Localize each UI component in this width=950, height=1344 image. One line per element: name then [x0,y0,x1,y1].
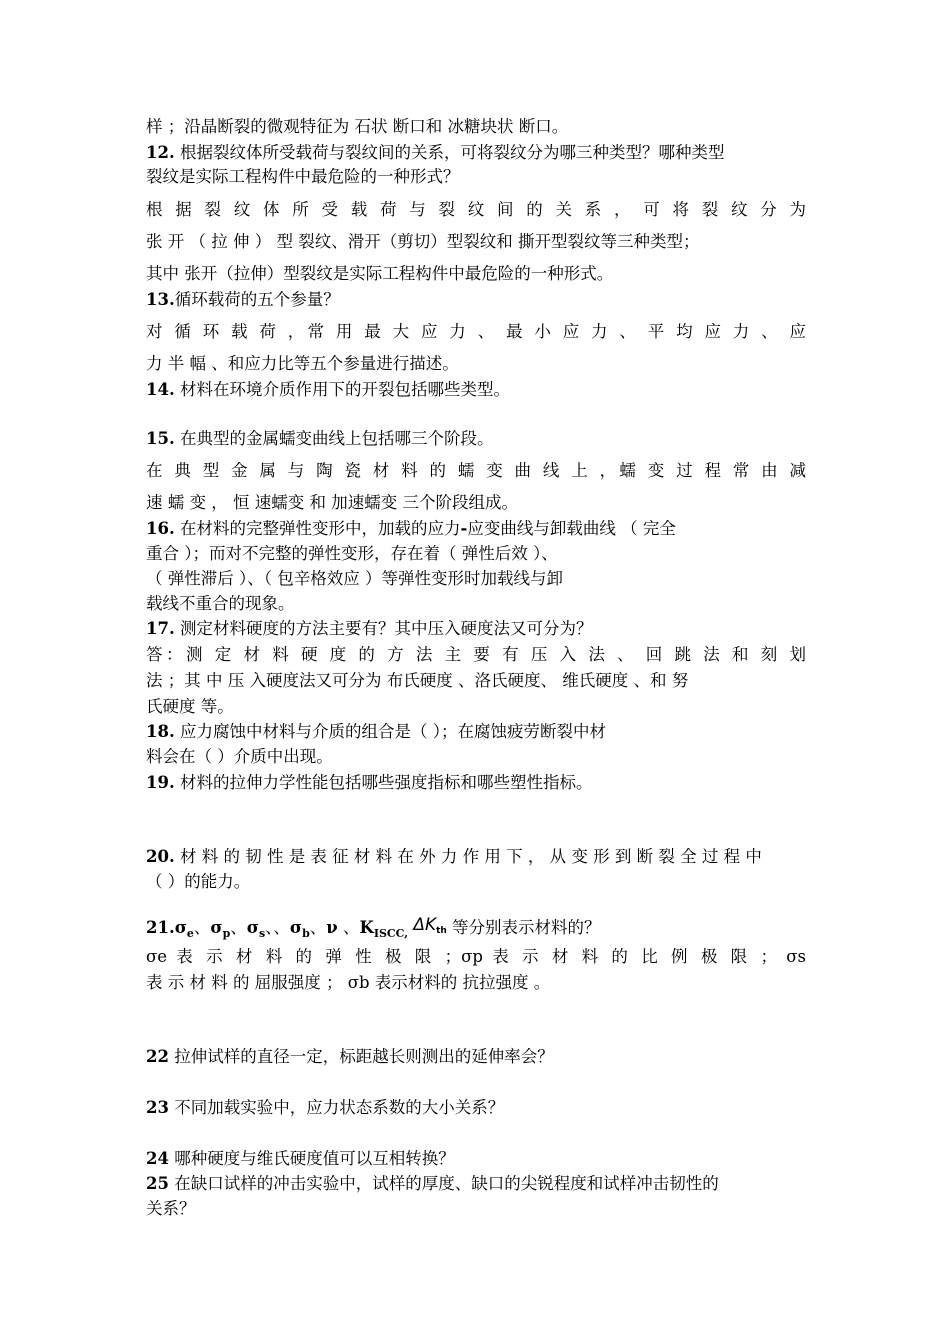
text-line: 样 ；沿晶断裂的微观特征为 石状 断口和 冰糖块状 断口。 [146,117,569,136]
question-number: 13. [146,290,175,309]
question-16: 16. 在材料的完整弹性变形中，加载的应力-应变曲线与卸载曲线 （ 完全 [146,519,676,538]
question-19: 19. 材料的拉伸力学性能包括哪些强度指标和哪些塑性指标。 [146,773,593,792]
question-number: 25 [146,1174,169,1193]
answer-12-line: 其中 张开（拉伸）型裂纹是实际工程构件中最危险的一种形式。 [146,264,614,283]
question-number: 20. [146,847,175,866]
answer-13: 对 循 环 载 荷 ，常 用 最 大 应 力 、 最 小 应 力 、 平 均 应 力 、 应 [146,322,806,341]
answer-17-line: 法 ；其 中 压 入硬度法又可分为 布氏硬度 、洛氏硬度、 维氏硬度 、和 努 [146,671,689,690]
question-12-line: 裂纹是实际工程构件中最危险的一种形式？ [146,167,460,186]
question-20: 20. 材 料 的 韧 性 是 表 征 材 料 在 外 力 作 用 下 ， 从 变 形 到 断 裂 全 过 程 中 [146,847,762,866]
question-number: 21. [146,918,175,937]
answer-17: 答：测 定 材 料 硬 度 的 方 法 主 要 有 压 入 法 、 回 跳 法 和 刻 划 [146,645,806,664]
question-24: 24 哪种硬度与维氏硬度值可以互相转换？ [146,1149,455,1168]
question-20-line: （ ）的能力。 [146,872,251,891]
question-17: 17. 测定材料硬度的方法主要有？其中压入硬度法又可分为？ [146,619,593,638]
answer-12: 根 据 裂 纹 体 所 受 载 荷 与 裂 纹 间 的 关 系 ， 可 将 裂 纹 分 为 [146,200,806,219]
question-number: 14. [146,380,175,399]
question-22: 22 拉伸试样的直径一定，标距越长则测出的延伸率会？ [146,1047,554,1066]
answer-21: σe 表 示 材 料 的 弹 性 极 限 ；σp 表 示 材 料 的 比 例 极 限 ； σs [146,947,806,966]
question-number: 12. [146,143,175,162]
question-23: 23 不同加载实验中，应力状态系数的大小关系？ [146,1098,505,1117]
answer-13-line: 力 半 幅 、和应力比等五个参量进行描述。 [146,354,459,373]
answer-12-line: 张 开 （ 拉 伸 ） 型 裂纹、滑开（剪切）型裂纹和 撕开型裂纹等三种类型； [146,232,700,251]
question-number: 22 [146,1047,169,1066]
answer-21-line: 表 示 材 料 的 屈服强度 ； σb 表示材料的 抗拉强度 。 [146,973,551,992]
question-25: 25 在缺口试样的冲击实验中，试样的厚度、缺口的尖锐程度和试样冲击韧性的 [146,1174,719,1193]
question-13: 13.循环载荷的五个参量？ [146,290,340,309]
question-16-line: 重合 ）；而对不完整的弹性变形，存在着（ 弹性后效 ）、 [146,544,558,563]
question-number: 19. [146,773,175,792]
question-25-line: 关系？ [146,1199,196,1218]
question-15: 15. 在典型的金属蠕变曲线上包括哪三个阶段。 [146,429,494,448]
question-12: 12. 根据裂纹体所受载荷与裂纹间的关系，可将裂纹分为哪三种类型？哪种类型 [146,143,725,162]
question-14: 14. 材料在环境介质作用下的开裂包括哪些类型。 [146,380,510,399]
answer-17-line: 氏硬度 等。 [146,697,234,716]
question-16-line: 载线不重合的现象。 [146,594,295,613]
delta-k-symbol: ΔKth [413,915,447,936]
answer-15-line: 速 蠕 变 ， 恒 速蠕变 和 加速蠕变 三个阶段组成。 [146,493,518,512]
question-number: 16. [146,519,175,538]
question-18: 18. 应力腐蚀中材料与介质的组合是（ ）；在腐蚀疲劳断裂中材 [146,722,606,741]
answer-15: 在 典 型 金 属 与 陶 瓷 材 料 的 蠕 变 曲 线 上 ，蠕 变 过 程 常 由 减 [146,461,806,480]
question-number: 17. [146,619,175,638]
question-21: $21.\sigma_e$、$\sigma_p$、$\sigma_s$、、$\sigma_b$、ν 、$K_{ISCC,}$ ΔKth 等分别表示材料的？ [146,915,601,940]
question-number: 15. [146,429,175,448]
question-number: 18. [146,722,175,741]
question-number: 23 [146,1098,169,1117]
question-18-line: 料会在（ ）介质中出现。 [146,747,333,766]
question-16-line: （ 弹性滞后 ）、（ 包辛格效应 ）等弹性变形时加载线与卸 [146,569,563,588]
question-number: 24 [146,1149,169,1168]
